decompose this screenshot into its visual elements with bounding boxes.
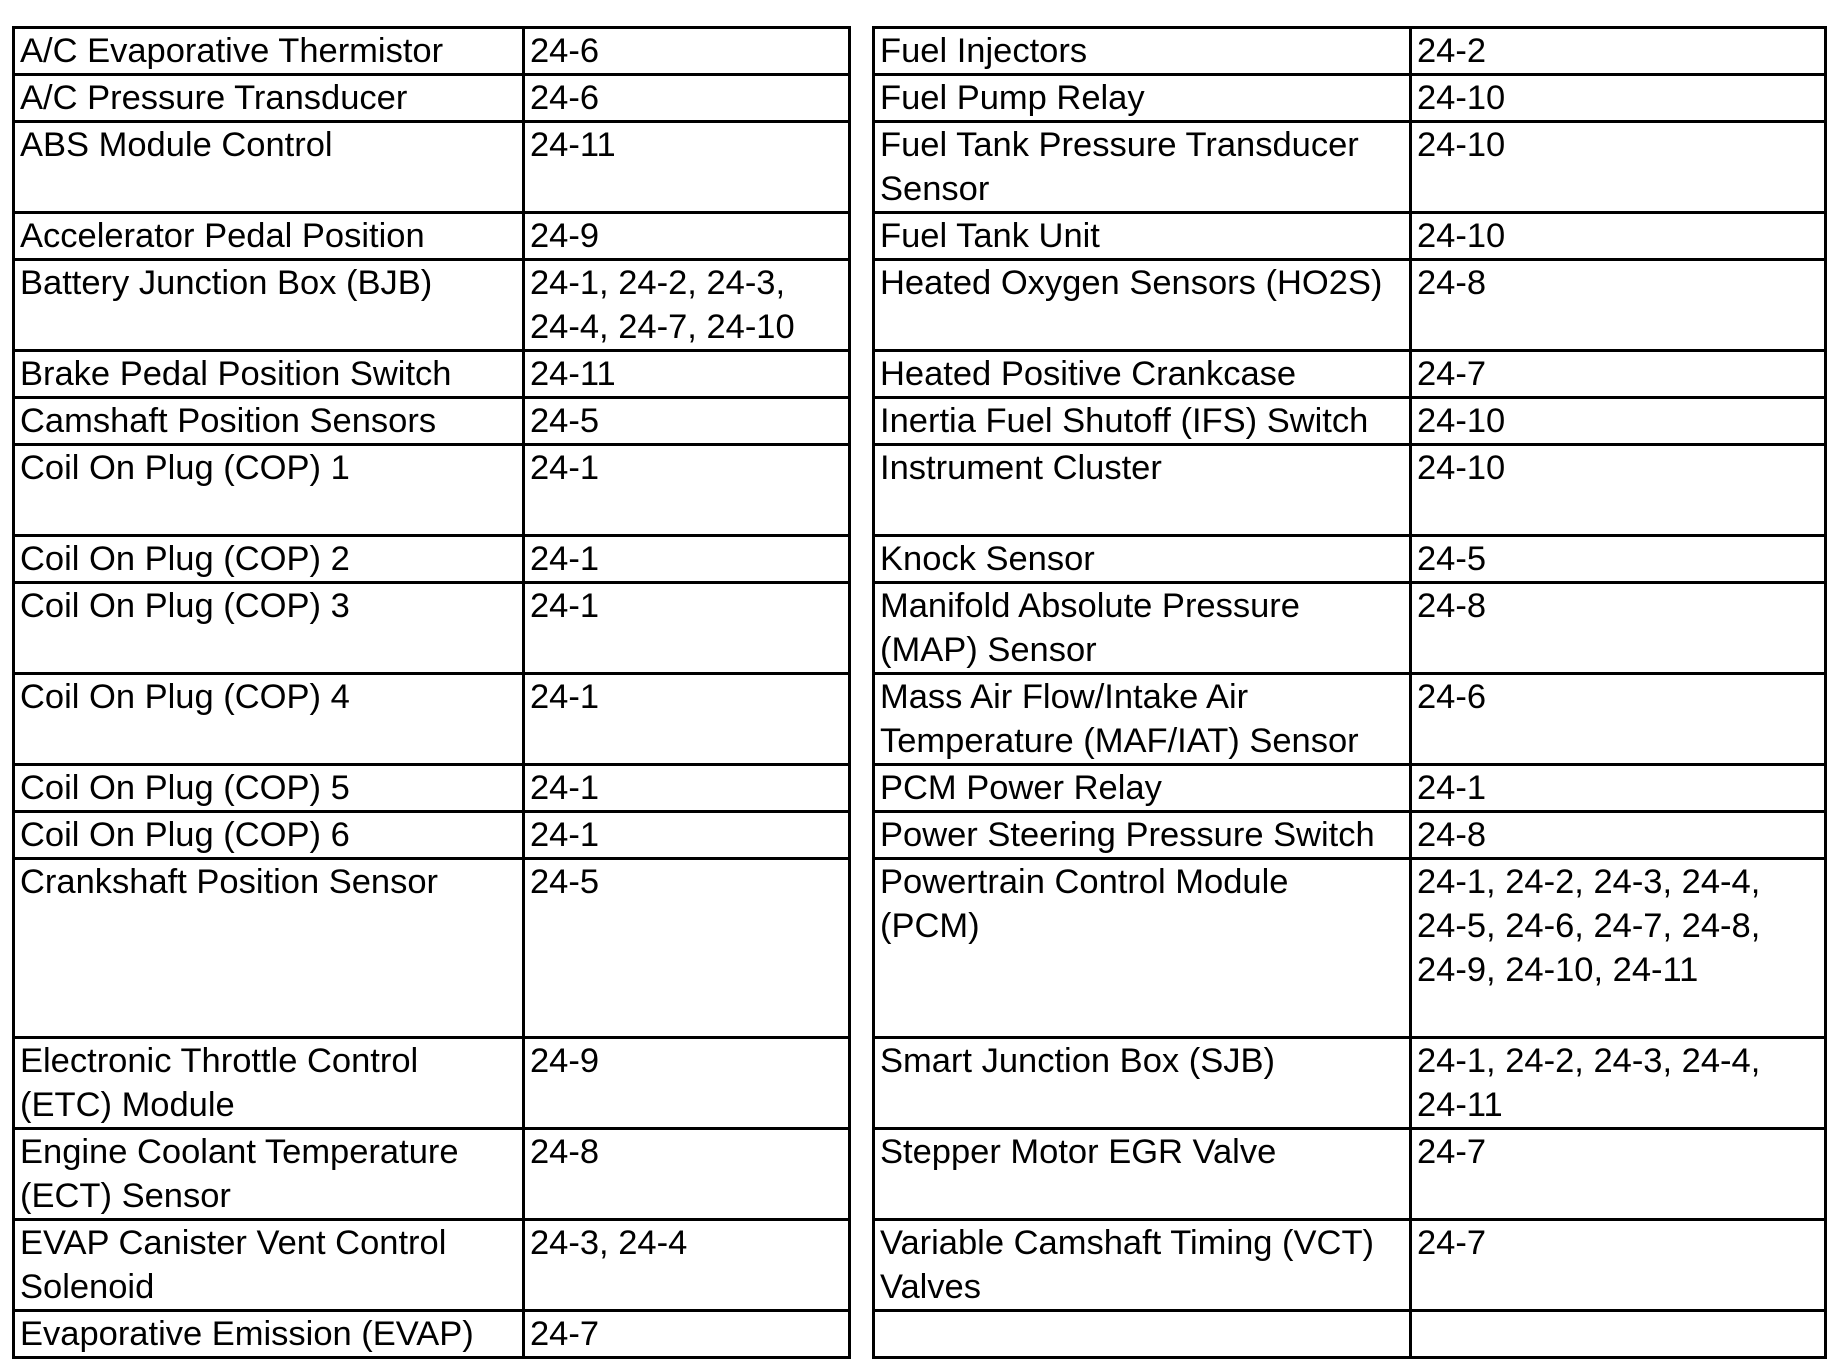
- component-name-cell: PCM Power Relay: [874, 765, 1411, 812]
- table-row: [14, 1129, 850, 1220]
- table-row: [14, 536, 850, 583]
- page-reference-cell: 24-5: [524, 398, 850, 445]
- component-name-cell: Fuel Pump Relay: [874, 75, 1411, 122]
- page-reference-cell: 24-10: [1411, 75, 1826, 122]
- table-row: [874, 583, 1826, 674]
- table-row: [874, 1311, 1826, 1358]
- component-name-cell: Coil On Plug (COP) 5: [14, 765, 524, 812]
- page-reference-cell: 24-6: [524, 28, 850, 75]
- component-name-cell: Stepper Motor EGR Valve: [874, 1129, 1411, 1220]
- component-name-cell: A/C Evaporative Thermistor: [14, 28, 524, 75]
- table-row: [14, 398, 850, 445]
- table-row: [14, 812, 850, 859]
- page-reference-cell: 24-9: [524, 213, 850, 260]
- component-name-cell: Coil On Plug (COP) 3: [14, 583, 524, 674]
- page-reference-cell: 24-1, 24-2, 24-3, 24-4, 24-7, 24-10: [524, 260, 850, 351]
- page-reference-cell: 24-1: [524, 536, 850, 583]
- table-row: [874, 122, 1826, 213]
- component-name-cell: Coil On Plug (COP) 4: [14, 674, 524, 765]
- page-reference-cell: 24-5: [524, 859, 850, 1038]
- component-name-cell: Heated Oxygen Sensors (HO2S): [874, 260, 1411, 351]
- table-row: [14, 122, 850, 213]
- page-reference-cell: 24-1: [524, 583, 850, 674]
- table-row: [874, 1129, 1826, 1220]
- component-name-cell: Manifold Absolute Pressure (MAP) Sensor: [874, 583, 1411, 674]
- component-name-cell: EVAP Canister Vent Control Solenoid: [14, 1220, 524, 1311]
- page-reference-cell: 24-10: [1411, 445, 1826, 536]
- component-name-cell: Heated Positive Crankcase: [874, 351, 1411, 398]
- table-row: [874, 536, 1826, 583]
- table-row: [874, 260, 1826, 351]
- table-row: [14, 260, 850, 351]
- table-row: [874, 351, 1826, 398]
- component-name-cell: Knock Sensor: [874, 536, 1411, 583]
- component-name-cell: Coil On Plug (COP) 1: [14, 445, 524, 536]
- component-name-cell: Battery Junction Box (BJB): [14, 260, 524, 351]
- table-row: [14, 1220, 850, 1311]
- page-reference-cell: 24-1: [524, 812, 850, 859]
- table-row: [874, 398, 1826, 445]
- page-reference-cell: 24-11: [524, 122, 850, 213]
- component-name-cell: Brake Pedal Position Switch: [14, 351, 524, 398]
- component-name-cell: Fuel Injectors: [874, 28, 1411, 75]
- table-row: [14, 351, 850, 398]
- table-row: [874, 213, 1826, 260]
- page-reference-cell: 24-6: [524, 75, 850, 122]
- page-reference-cell: 24-9: [524, 1038, 850, 1129]
- component-name-cell: Engine Coolant Temperature (ECT) Sensor: [14, 1129, 524, 1220]
- page-reference-cell: 24-7: [524, 1311, 850, 1358]
- component-name-cell: Fuel Tank Unit: [874, 213, 1411, 260]
- page-reference-cell: 24-7: [1411, 351, 1826, 398]
- component-name-cell: Inertia Fuel Shutoff (IFS) Switch: [874, 398, 1411, 445]
- component-name-cell: Smart Junction Box (SJB): [874, 1038, 1411, 1129]
- table-row: [874, 1220, 1826, 1311]
- page-reference-cell: 24-1: [524, 674, 850, 765]
- component-name-cell: Instrument Cluster: [874, 445, 1411, 536]
- table-row: [14, 583, 850, 674]
- page-reference-cell: 24-1: [1411, 765, 1826, 812]
- table-row: [14, 28, 850, 75]
- table-row: [14, 75, 850, 122]
- page-reference-cell: 24-7: [1411, 1220, 1826, 1311]
- component-name-cell: A/C Pressure Transducer: [14, 75, 524, 122]
- table-row: [14, 859, 850, 1038]
- page-reference-cell: [1411, 1311, 1826, 1358]
- table-row: [874, 765, 1826, 812]
- table-row: [874, 75, 1826, 122]
- page-reference-cell: 24-8: [1411, 583, 1826, 674]
- component-name-cell: Crankshaft Position Sensor: [14, 859, 524, 1038]
- table-row: [874, 445, 1826, 536]
- page-reference-cell: 24-8: [524, 1129, 850, 1220]
- page-reference-cell: 24-8: [1411, 812, 1826, 859]
- component-name-cell: Power Steering Pressure Switch: [874, 812, 1411, 859]
- page-reference-cell: 24-6: [1411, 674, 1826, 765]
- page-reference-cell: 24-5: [1411, 536, 1826, 583]
- table-row: [14, 674, 850, 765]
- page-reference-cell: 24-7: [1411, 1129, 1826, 1220]
- table-row: [874, 812, 1826, 859]
- page-reference-cell: 24-1: [524, 765, 850, 812]
- page-reference-cell: 24-8: [1411, 260, 1826, 351]
- component-name-cell: Mass Air Flow/Intake Air Temperature (MAF/IAT) Sensor: [874, 674, 1411, 765]
- component-name-cell: Powertrain Control Module (PCM): [874, 859, 1411, 1038]
- table-row: [874, 674, 1826, 765]
- component-name-cell: Camshaft Position Sensors: [14, 398, 524, 445]
- page-reference-cell: 24-2: [1411, 28, 1826, 75]
- table-row: [874, 28, 1826, 75]
- page-reference-cell: 24-3, 24-4: [524, 1220, 850, 1311]
- component-name-cell: Fuel Tank Pressure Transducer Sensor: [874, 122, 1411, 213]
- table-row: [14, 1038, 850, 1129]
- component-index-table-right: [872, 26, 1827, 1359]
- component-name-cell: Accelerator Pedal Position: [14, 213, 524, 260]
- page-reference-cell: 24-11: [524, 351, 850, 398]
- table-row: [14, 1311, 850, 1358]
- page-reference-cell: 24-10: [1411, 398, 1826, 445]
- component-name-cell: Coil On Plug (COP) 6: [14, 812, 524, 859]
- component-name-cell: [874, 1311, 1411, 1358]
- component-name-cell: Coil On Plug (COP) 2: [14, 536, 524, 583]
- component-name-cell: Variable Camshaft Timing (VCT) Valves: [874, 1220, 1411, 1311]
- component-name-cell: Electronic Throttle Control (ETC) Module: [14, 1038, 524, 1129]
- table-row: [14, 213, 850, 260]
- page-reference-cell: 24-1: [524, 445, 850, 536]
- component-name-cell: ABS Module Control: [14, 122, 524, 213]
- table-row: [14, 445, 850, 536]
- page-reference-cell: 24-10: [1411, 122, 1826, 213]
- component-name-cell: Evaporative Emission (EVAP): [14, 1311, 524, 1358]
- table-row: [874, 1038, 1826, 1129]
- page-reference-cell: 24-10: [1411, 213, 1826, 260]
- page-reference-cell: 24-1, 24-2, 24-3, 24-4, 24-5, 24-6, 24-7, 24-8, 24-9, 24-10, 24-11: [1411, 859, 1826, 1038]
- table-row: [14, 765, 850, 812]
- component-index-table-left: [12, 26, 851, 1359]
- page-reference-cell: 24-1, 24-2, 24-3, 24-4, 24-11: [1411, 1038, 1826, 1129]
- table-row: [874, 859, 1826, 1038]
